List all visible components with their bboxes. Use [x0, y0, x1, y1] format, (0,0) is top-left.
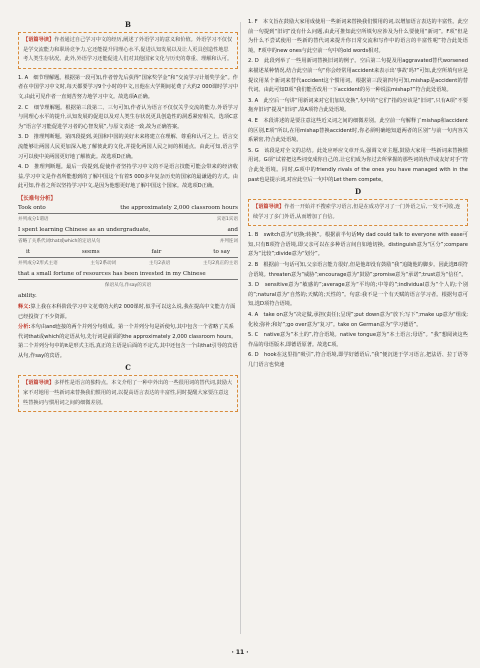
diagram-row-5: ability.: [18, 292, 37, 299]
answer-d-2: 2. B 根据前一句话可知,父亲语言能力很好,但是他却没有鼓励“我”追随他的脚步。因此选B项符合语境。threaten意为“威胁”;encourage意为“鼓励”;promise意为“承诺”;trust意为“信任”。: [248, 262, 468, 278]
passage-guide-b: [18, 32, 238, 69]
diagram-label: 主句2表语: [148, 260, 171, 266]
answer-b-2: 2. C 细节理解题。根据第三段第二、三句可知,作者认为语言不仅仅关乎交流的能力,外语学习与同理心水平的提升,认知发展的促进以及对人类生存状况更具创造性的洞悉紧密相关。选项C意为“语言学习能促进学习者的心智发展”,与原文表述一致,故为正确答案。: [18, 104, 238, 130]
diagram-row3-d: to say: [213, 248, 230, 255]
section-c-heading: C: [125, 363, 131, 373]
diagram-label: 主句2系动词: [90, 260, 117, 266]
diagram-label: 保语从句,作say的宾语: [104, 282, 152, 288]
guide-text: 作者一开始并不搜索学习语言,但是在成功学习了一门外语之后,一发不可收,连续学习了多门外语,从而增加了自信。: [253, 204, 461, 220]
diagram-label: 并列连词: [219, 238, 238, 244]
diagram-label: 并列成分1谓语: [18, 216, 49, 222]
diagram-row1-left: Took onto: [18, 204, 46, 211]
guide-tag: 【语篇导读】: [253, 204, 285, 211]
translation-tag: 释义:: [18, 303, 31, 310]
diagram-row3-a: it: [26, 248, 31, 255]
diagram-row1-right: the approximately 2,000 classroom hours: [120, 204, 238, 211]
answer-d-4: 4. A take on意为“决定做,承担(责任);呈现”;put down意为“放下;写下”;make up意为“组成;化妆;弥补;和好”;go over意为“复习”。take on German意为“学习德语”。: [248, 312, 468, 328]
diagram-label: 主句2真正的主语: [202, 260, 238, 266]
answer-d-3: 3. D sensitive意为“敏感的”;average意为“平均的;中等的”;individual意为“个人的;个别的”;natural意为“自然的;天赋的;天性的”。句意:我不是一个有天赋的语言学习者。根据句意可知,选D项符合语境。: [248, 282, 468, 308]
page-number: · 11 ·: [231, 649, 249, 656]
guide-tag: 【语篇导读】: [23, 380, 55, 387]
sentence-analysis-title: 【长难句分析】: [18, 195, 56, 202]
diagram-row-2-labels: [18, 235, 238, 246]
diagram-label: 并列成分2形式主语: [18, 260, 58, 266]
answer-c-5: 5. G 该段是对全文的总结。此处应呼应文章开头,强调文章主题,鼓励大家用一些新词来替换惯用词。G项“试着把这些词变成你自己的,让它们成为你过去所掌握的那些词的伙伴或友好对手”符合此处语境。同时,G项中的friendly rivals of the ones you have managed with in the past也是提示词,对应此空后一句中的Let them compete。: [248, 147, 468, 183]
answer-b-1: 1. A 细节理解题。根据第一段可知,作者曾先后获得“国家奖学金”和“交流学习计划奖学金”。作者在中国学习中文时,每天都要学习9个小时的中文,且他在大学期间花费了大约2 000课时学习中文,由此可见作者一直刻苦努力地学习中文。故选项A正确。: [18, 74, 238, 100]
guide-tag: 【语篇导读】: [23, 37, 55, 43]
sentence-diagram: [18, 204, 238, 301]
diagram-row-1-labels: [18, 213, 238, 224]
diagram-label: 省略了关系代词that或which的定语从句: [18, 238, 101, 244]
answer-d-6: 6. D hook在这里指“吸引”,符合语境,即学好德语后,“我”便沉迷于学习语言,把法语、拉丁语等几门语言也快速: [248, 352, 468, 368]
analysis-text: 本句由and连接的两个并列分句组成。第一个并列分句是祈使句,其中包含一个省略了关系代词that或which的定语从句,先行词是前面的the approximately 2,000 classroom hours。第二个并列分句中的it是形式主语,真正的主语是后面的不定式,其中还包含一个由that引导的宾语从句,作say的宾语。: [18, 324, 238, 359]
diagram-row-4: that a small fortune of resources has been invested in my Chinese: [18, 270, 206, 277]
section-b-heading: B: [125, 20, 131, 29]
diagram-row-3: [18, 248, 238, 257]
diagram-row3-c: fair: [151, 248, 162, 255]
diagram-label: 宾语1宾语: [216, 216, 238, 222]
page: [12, 18, 468, 658]
section-d-heading: D: [354, 187, 362, 197]
left-column: [18, 18, 238, 658]
column-divider: [240, 22, 241, 634]
diagram-row3-b: seems: [81, 248, 100, 255]
diagram-row-1: [18, 204, 238, 213]
guide-text: 多样性是语言的独特点。本文介绍了一种中外出的一些很用词的替代词,鼓励大家不对地用一些新词来替换我们惯用的词,以提高语言表达的丰富性,同时提醒大家要注意这些替换词与惯用词之间的细微差别。: [23, 380, 233, 406]
answer-b-3: 3. D 推理判断题。第四段提到,美国和中国的美好未来将建立在理解、尊重和认可之上。语言交流能够让两国人民更加深入地了解彼此的文化,并提化两国人民之间的相通点。由此可知,语言学习可以使中美两国更好地了解彼此。故选项D正确。: [18, 134, 238, 160]
translation-text: 算上我在本科阶段学习中文花费的大约2 000课时,似乎可以这么说,我在提高中文能力方面已经投资了不少资源。: [18, 303, 236, 320]
diagram-row-2: [18, 226, 238, 235]
answer-c-3: 3. A 此空后一句讲“用新词来对它们加以变换”,句中的“它们”指的应该是“旧词”,只有A项“不要拖弃旧词”提及“旧词”,故A项符合此处语境。: [248, 97, 468, 114]
answer-c-4: 4. E 本段讲述的是要注意这些近义词之间的细微差别。此空前一句解释了mishap和accident的区别,E项“所以,在用mishap替换accident时,你必须明确地知道两者的区别”与前一句内容关系紧密,符合此处语境。: [248, 117, 468, 144]
answer-c-2: 2. D 此段列举了一些用新词替换旧词的例子。空后第二句提及用aggravated替代worsened来描述某种情况,结合此空前一句“你会经常用accident来表示出‘事故’吗?”可知,此空所填句应是提议用某个新词来替代accident这个惯用词。根据第三段第四句可知,mishap是accident的替代词。由此可知D项“我们能否改用一下accident的另一种说法mishap?”符合此处语境。: [248, 58, 468, 94]
right-column: [248, 18, 468, 658]
analysis: [18, 323, 238, 361]
analysis-tag: 分析:: [18, 324, 31, 331]
answer-b-4: 4. D 推理判断题。最后一段提到,促使作者坚持学习中文的不是语言技能可能会带来的经济收益,学习中文是作者所能想到的了解中国这个有着5 000多年复杂历史的国家的最谦逊的方式。由此可知,作者之所以坚持学习中文,是因为他想更好地了解中国这个国家。故选项D正确。: [18, 164, 238, 190]
answer-c-1: 1. F 本文旨在鼓励大家用成使用一些新词来替换我们惯用的词,以增加语言表达的丰富性。此空前一句提到“旧词”没有什么问题,由此可推知此空所填句应涉及为什么要使用“新词”。F项“但是为什么不尝试使用一些新的替代词来提升你日常交流和写作中的语言的丰富性呢”符合此处语境。F项中的new ones与此空前一句中的old words相对。: [248, 19, 468, 54]
diagram-row2-right: and: [227, 226, 238, 233]
passage-guide-d: [248, 199, 468, 226]
answer-d-5: 5. C native意为“本土的”,符合语境。native tongue意为“本土语言;母语”。“我”想阅读这些作品的母语版本,即德语原著。故选C项。: [248, 332, 468, 348]
diagram-row-3-labels: [18, 257, 238, 268]
diagram-row-4-labels: [18, 279, 238, 290]
answer-d-1: 1. B switch意为“切换;转换”。根据前半句话My dad could talk to everyone with ease可知,只有B项符合语境,即父亲可以在多种语言间自如地切换。distinguish意为“区分”;compare意为“比较”;divide意为“划分”。: [248, 232, 468, 258]
translation: [18, 303, 238, 322]
guide-text: 作者通过自己学习中文的经历,阐述了外语学习的意义和价值。外语学习不仅仅是学交流能力和职场竞争力,它还能提升同理心水平,促进认知发展以及让人更具创造性地思考人类生存状况。此外,外语学习还能促进人们对其他国家文化与历史的尊重、理解和认可。: [23, 37, 233, 63]
diagram-row2-left: I spent learning Chinese as an undergraduate,: [18, 226, 151, 233]
passage-guide-c: [18, 375, 238, 412]
